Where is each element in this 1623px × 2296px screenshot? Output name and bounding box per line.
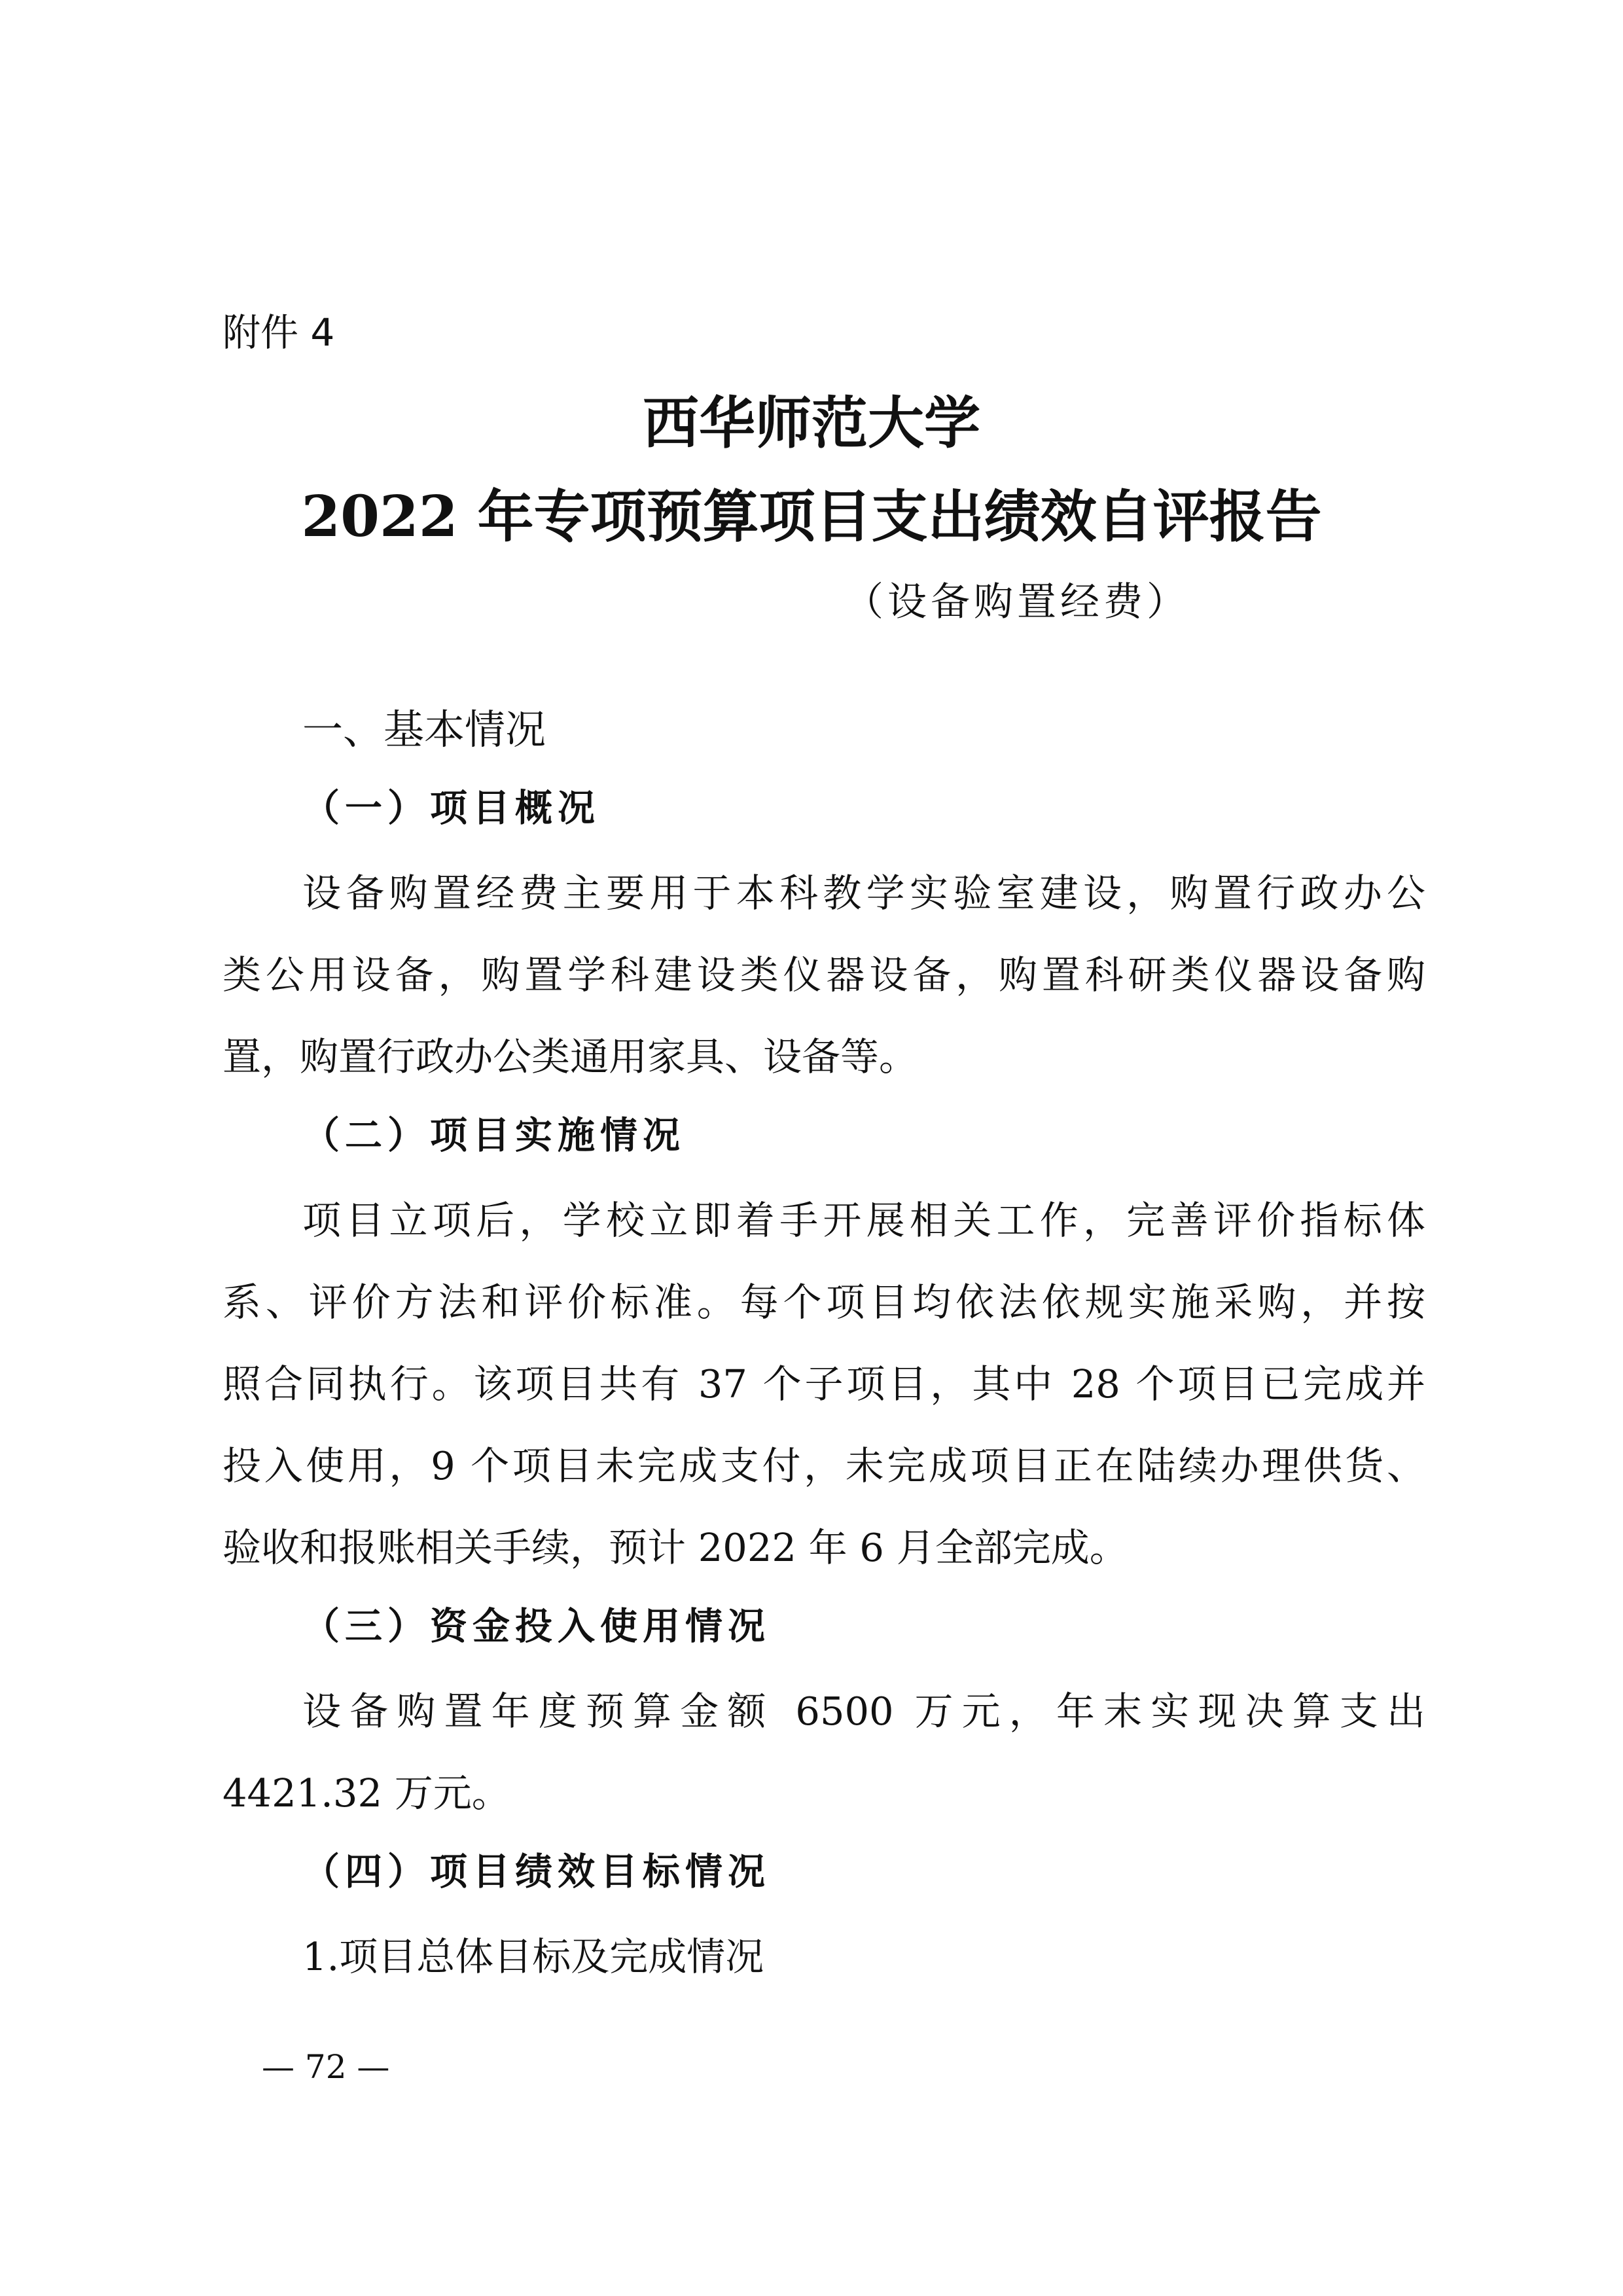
- document-title-line-2: 2022 年专项预算项目支出绩效自评报告: [301, 484, 1322, 550]
- paragraph-line: 设备购置经费主要用于本科教学实验室建设，购置行政办公: [302, 870, 1425, 916]
- subsection-heading-funds: （三）资金投入使用情况: [302, 1605, 770, 1648]
- paragraph-line: 类公用设备，购置学科建设类仪器设备，购置科研类仪器设备购: [223, 952, 1425, 997]
- numbered-item: 1.项目总体目标及完成情况: [302, 1934, 764, 1979]
- paragraph-line: 系、评价方法和评价标准。每个项目均依法依规实施采购，并按: [223, 1280, 1425, 1325]
- paragraph-line: 验收和报账相关手续，预计 2022 年 6 月全部完成。: [223, 1525, 1128, 1570]
- paragraph-line: 照合同执行。该项目共有 37 个子项目，其中 28 个项目已完成并: [223, 1361, 1425, 1407]
- document-title-line-1: 西华师范大学: [643, 390, 980, 456]
- page-number: — 72 —: [262, 2048, 390, 2086]
- attachment-label: 附件 4: [223, 310, 335, 355]
- subsection-heading-implementation: （二）项目实施情况: [302, 1114, 685, 1157]
- section-heading-basic: 一、基本情况: [302, 706, 546, 753]
- paragraph-line: 投入使用，9 个项目未完成支付，未完成项目正在陆续办理供货、: [223, 1443, 1425, 1488]
- paragraph-line: 设备购置年度预算金额 6500 万元，年末实现决算支出: [302, 1689, 1425, 1734]
- subsection-heading-overview: （一）项目概况: [302, 787, 600, 830]
- paragraph-line: 4421.32 万元。: [223, 1770, 510, 1816]
- document-subtitle: （设备购置经费）: [844, 579, 1190, 625]
- paragraph-line: 项目立项后，学校立即着手开展相关工作，完善评价指标体: [302, 1198, 1425, 1243]
- paragraph-line: 置，购置行政办公类通用家具、设备等。: [223, 1034, 918, 1079]
- subsection-heading-goals: （四）项目绩效目标情况: [302, 1850, 770, 1893]
